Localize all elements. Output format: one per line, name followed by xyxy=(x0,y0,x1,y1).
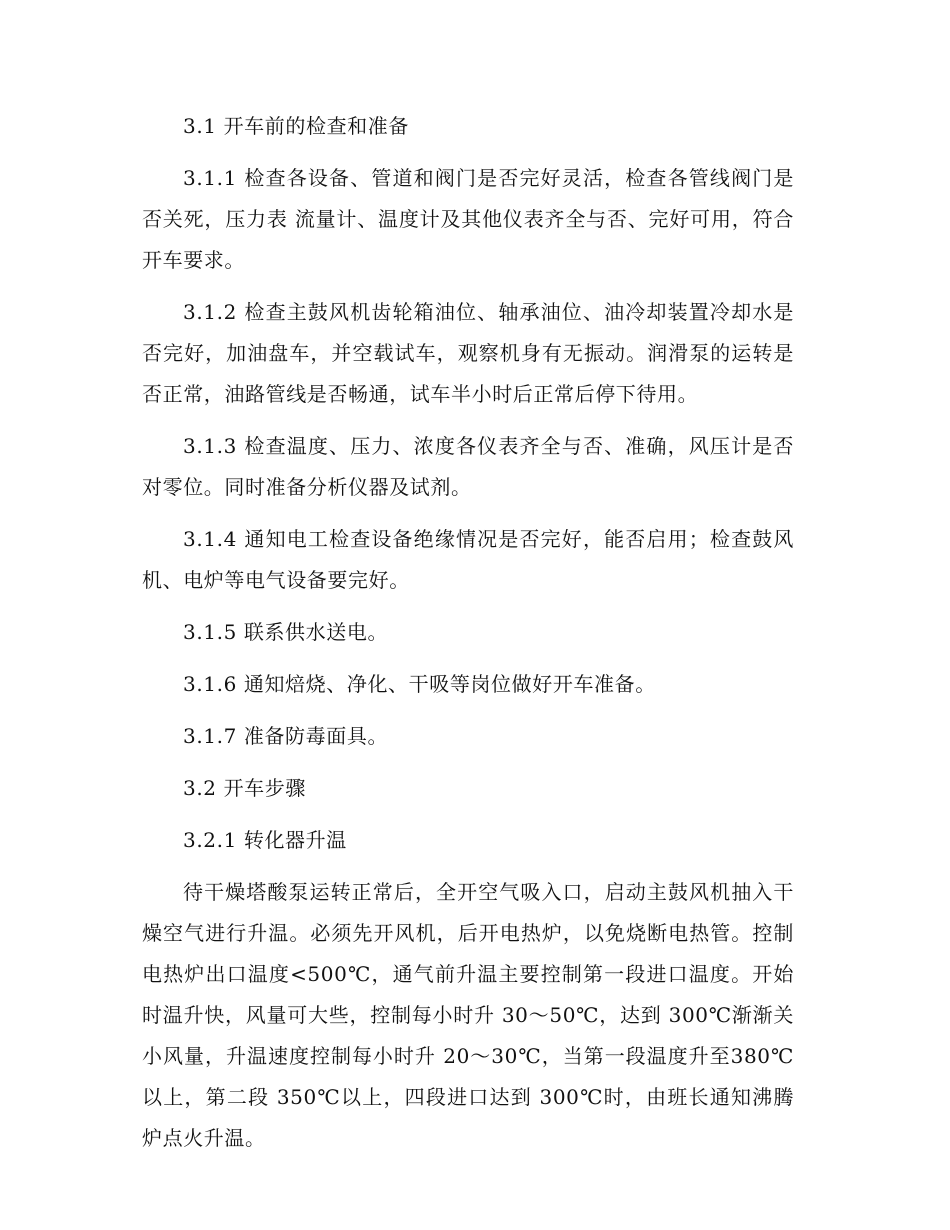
paragraph-3-1-5: 3.1.5 联系供水送电。 xyxy=(183,620,389,644)
document-body xyxy=(142,106,794,1159)
section-heading-3-2: 3.2 开车步骤 xyxy=(183,776,306,800)
paragraph-heating-procedure: 待干燥塔酸泵运转正常后，全开空气吸入口，启动主鼓风机抽入干燥空气进行升温。必须先开风机，后开电热炉，以免烧断电热管。控制电热炉出口温度<500℃，通气前升温主要控制第一段进口温度。开始时温升快，风量可大些，控制每小时升 30～50℃，达到 300℃渐渐关小风量，升温速度控制每小时升 20～30℃，当第一段温度升至380℃以上，第二段 350℃以上，四段进口达到 300℃时，由班长通知沸腾炉点火升温。 xyxy=(142,880,794,1150)
subsection-heading-3-2-1: 3.2.1 转化器升温 xyxy=(183,828,347,852)
paragraph-3-1-2: 3.1.2 检查主鼓风机齿轮箱油位、轴承油位、油冷却装置冷却水是否完好，加油盘车，并空载试车，观察机身有无振动。润滑泵的运转是否正常，油路管线是否畅通，试车半小时后正常后停下待用。 xyxy=(142,300,794,406)
paragraph-3-1-1: 3.1.1 检查各设备、管道和阀门是否完好灵活，检查各管线阀门是否关死，压力表 流量计、温度计及其他仪表齐全与否、完好可用，符合开车要求。 xyxy=(142,166,794,272)
paragraph-3-1-3: 3.1.3 检查温度、压力、浓度各仪表齐全与否、准确，风压计是否对零位。同时准备分析仪器及试剂。 xyxy=(142,434,794,499)
paragraph-3-1-4: 3.1.4 通知电工检查设备绝缘情况是否完好，能否启用；检查鼓风机、电炉等电气设备要完好。 xyxy=(142,527,794,592)
paragraph-3-1-6: 3.1.6 通知焙烧、净化、干吸等岗位做好开车准备。 xyxy=(183,672,656,696)
section-heading-3-1: 3.1 开车前的检查和准备 xyxy=(183,114,409,138)
paragraph-3-1-7: 3.1.7 准备防毒面具。 xyxy=(183,724,389,748)
